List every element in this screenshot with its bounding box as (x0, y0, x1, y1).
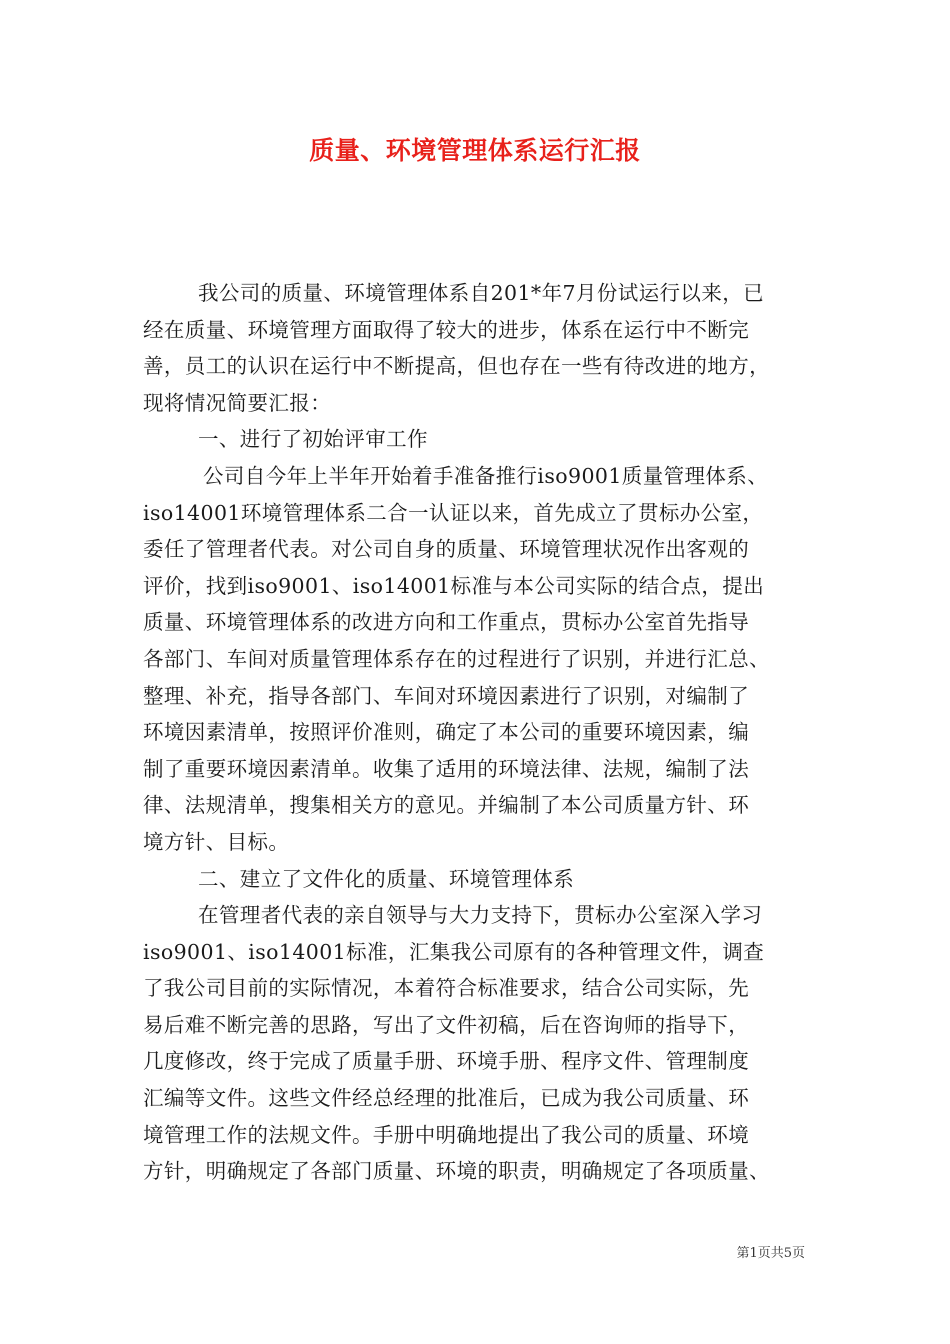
paragraph-line: iso9001、iso14001标准，汇集我公司原有的各种管理文件，调查 (143, 939, 765, 964)
paragraph-line: 方针，明确规定了各部门质量、环境的职责，明确规定了各项质量、 (143, 1159, 770, 1184)
paragraph-line: 境管理工作的法规文件。手册中明确地提出了我公司的质量、环境 (143, 1122, 750, 1147)
paragraph-line: 了我公司目前的实际情况，本着符合标准要求，结合公司实际，先 (143, 976, 750, 1001)
paragraph-line: 环境因素清单，按照评价准则，确定了本公司的重要环境因素，编 (143, 720, 750, 745)
paragraph-line: 经在质量、环境管理方面取得了较大的进步，体系在运行中不断完 (143, 317, 750, 342)
paragraph-line: 制了重要环境因素清单。收集了适用的环境法律、法规，编制了法 (143, 756, 750, 781)
document-body (143, 275, 815, 1190)
paragraph-line: 境方针、目标。 (143, 829, 290, 854)
paragraph-line: 整理、补充，指导各部门、车间对环境因素进行了识别，对编制了 (143, 683, 750, 708)
paragraph-line: 我公司的质量、环境管理体系自201*年7月份试运行以来，已 (198, 281, 765, 305)
paragraph-line: 现将情况简要汇报： (143, 390, 332, 415)
section-heading: 一、进行了初始评审工作 (198, 427, 428, 452)
paragraph-line: 公司自今年上半年开始着手准备推行iso9001质量管理体系、 (203, 463, 769, 488)
paragraph-line: 易后难不断完善的思路，写出了文件初稿，后在咨询师的指导下， (143, 1012, 750, 1037)
paragraph-line: 质量、环境管理体系的改进方向和工作重点，贯标办公室首先指导 (143, 610, 750, 635)
paragraph-line: 律、法规清单，搜集相关方的意见。并编制了本公司质量方针、环 (143, 793, 750, 818)
paragraph-line: 汇编等文件。这些文件经总经理的批准后，已成为我公司质量、环 (143, 1086, 750, 1111)
section-heading: 二、建立了文件化的质量、环境管理体系 (198, 866, 575, 891)
paragraph-line: 委任了管理者代表。对公司自身的质量、环境管理状况作出客观的 (143, 537, 750, 562)
document-title: 质量、环境管理体系运行汇报 (309, 136, 641, 165)
paragraph-line: 几度修改，终于完成了质量手册、环境手册、程序文件、管理制度 (143, 1049, 750, 1074)
paragraph-line: 评价，找到iso9001、iso14001标准与本公司实际的结合点，提出 (143, 573, 765, 598)
paragraph-line: 在管理者代表的亲自领导与大力支持下，贯标办公室深入学习 (198, 903, 763, 928)
paragraph-line: 各部门、车间对质量管理体系存在的过程进行了识别，并进行汇总、 (143, 646, 770, 671)
paragraph-line: 善，员工的认识在运行中不断提高，但也存在一些有待改进的地方， (143, 354, 770, 379)
page-number-footer: 第1页共5页 (736, 1246, 805, 1261)
paragraph-line: iso14001环境管理体系二合一认证以来，首先成立了贯标办公室， (143, 500, 764, 525)
